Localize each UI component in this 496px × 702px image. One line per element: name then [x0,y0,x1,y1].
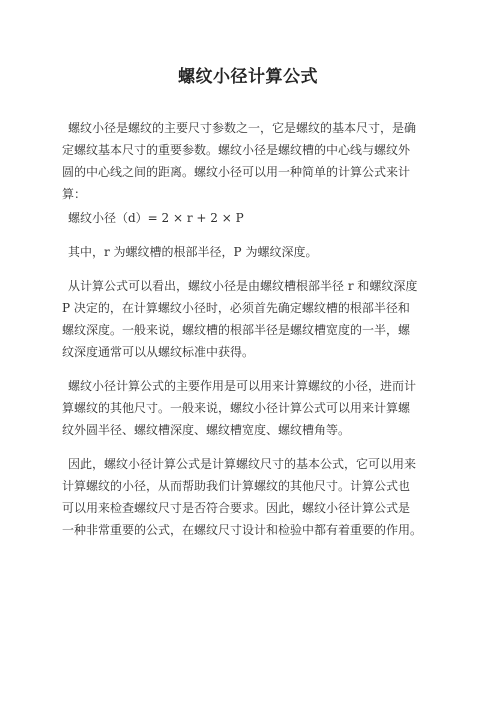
paragraph-conclusion [62,453,440,541]
paragraph-line: 纹外圆半径、螺纹槽深度、螺纹槽宽度、螺纹槽角等。 [62,423,351,437]
paragraph-line: 从计算公式可以看出，螺纹小径是由螺纹槽根部半径 r 和螺纹深度 [68,279,418,293]
paragraph-purpose [62,375,440,441]
paragraph-line: 一种非常重要的公式，在螺纹尺寸设计和检验中都有着重要的作用。 [62,523,423,537]
paragraph-line: 螺纹小径是螺纹的主要尺寸参数之一，它是螺纹的基本尺寸，是确 [68,121,417,135]
paragraph-line: 因此，螺纹小径计算公式是计算螺纹尺寸的基本公式，它可以用来 [68,457,417,471]
paragraph-variables [62,241,440,263]
paragraph-line: 可以用来检查螺纹尺寸是否符合要求。因此，螺纹小径计算公式是 [62,501,411,515]
paragraph-line: 其中，r 为螺纹槽的根部半径，P 为螺纹深度。 [68,245,318,259]
paragraph-line: 计算螺纹的小径，从而帮助我们计算螺纹的其他尺寸。计算公式也 [62,479,411,493]
paragraph-line: 算： [62,187,87,201]
paragraph-line: 纹深度通常可以从螺纹标准中获得。 [62,345,255,359]
paragraph-line: 算螺纹的其他尺寸。一般来说，螺纹小径计算公式可以用来计算螺 [62,401,411,415]
formula-line: 螺纹小径（d）= 2 × r + 2 × P [68,211,244,225]
paragraph-line: 圆的中心线之间的距离。螺纹小径可以用一种简单的计算公式来计 [62,165,411,179]
paragraph-intro [62,117,440,205]
paragraph-line: P 决定的，在计算螺纹小径时，必须首先确定螺纹槽的根部半径和 [62,301,410,315]
paragraph-formula [62,207,440,229]
paragraph-line: 定螺纹基本尺寸的重要参数。螺纹小径是螺纹槽的中心线与螺纹外 [62,143,411,157]
paragraph-line: 螺纹小径计算公式的主要作用是可以用来计算螺纹的小径，进而计 [68,379,417,393]
paragraph-analysis [62,275,440,363]
document-title: 螺纹小径计算公式 [178,67,318,87]
paragraph-line: 螺纹深度。一般来说，螺纹槽的根部半径是螺纹槽宽度的一半，螺 [62,323,411,337]
